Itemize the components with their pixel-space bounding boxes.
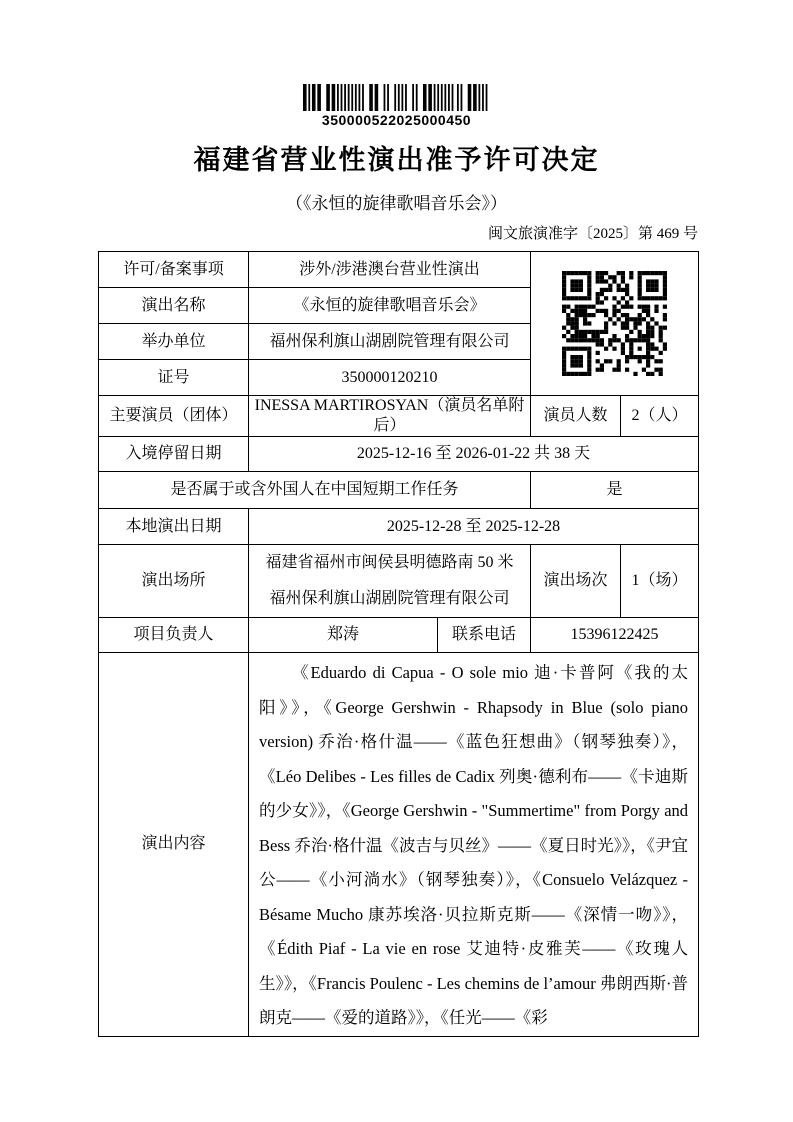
- entry-stay-dates-value: 2025-12-16 至 2026-01-22 共 38 天: [249, 437, 699, 472]
- table-row: [99, 437, 699, 472]
- venue-label: 演出场所: [99, 545, 249, 618]
- table-row: [99, 472, 699, 509]
- table-row: [99, 509, 699, 545]
- page-subtitle: （《永恒的旋律歌唱音乐会》）: [286, 194, 507, 213]
- main-performers-value: INESSA MARTIROSYAN（演员名单附后）: [249, 396, 531, 437]
- certificate-no-value: 350000120210: [249, 360, 531, 396]
- barcode-block: [303, 84, 491, 128]
- qr-code-icon: [562, 271, 667, 376]
- contact-phone-value: 15396122425: [531, 618, 699, 653]
- qr-cell: [531, 252, 699, 396]
- show-count-label: 演出场次: [531, 545, 621, 618]
- contact-phone-label: 联系电话: [438, 618, 531, 653]
- show-count-value: 1（场）: [621, 545, 699, 618]
- table-row: [99, 618, 699, 653]
- table-row: [99, 545, 699, 618]
- venue-company-line: 福州保利旗山湖剧院管理有限公司: [269, 590, 510, 607]
- project-manager-label: 项目负责人: [99, 618, 249, 653]
- venue-value: [249, 545, 531, 618]
- venue-address-line: 福建省福州市闽侯县明德路南 50 米: [265, 554, 514, 571]
- permit-table: [98, 251, 699, 1037]
- performer-count-value: 2（人）: [621, 396, 699, 437]
- local-performance-dates-value: 2025-12-28 至 2025-12-28: [249, 509, 699, 545]
- barcode-number: 350000522025000450: [321, 112, 472, 128]
- performance-content-label: 演出内容: [99, 653, 249, 1037]
- main-performers-label: 主要演员（团体）: [99, 396, 249, 437]
- license-item-value: 涉外/涉港澳台营业性演出: [249, 252, 531, 288]
- performance-name-label: 演出名称: [99, 288, 249, 324]
- certificate-no-label: 证号: [99, 360, 249, 396]
- short-term-work-label: 是否属于或含外国人在中国短期工作任务: [99, 472, 531, 509]
- table-row: [99, 252, 699, 288]
- barcode-icon: [303, 84, 491, 111]
- project-manager-value: 郑涛: [249, 618, 438, 653]
- local-performance-dates-label: 本地演出日期: [99, 509, 249, 545]
- performer-count-label: 演员人数: [531, 396, 621, 437]
- license-item-label: 许可/备案事项: [99, 252, 249, 288]
- performance-name-value: 《永恒的旋律歌唱音乐会》: [249, 288, 531, 324]
- organizer-value: 福州保利旗山湖剧院管理有限公司: [249, 324, 531, 360]
- entry-stay-dates-label: 入境停留日期: [99, 437, 249, 472]
- page-title: 福建省营业性演出准予许可决定: [193, 145, 600, 175]
- organizer-label: 举办单位: [99, 324, 249, 360]
- performance-content-value: [249, 653, 699, 1037]
- doc-number: 闽文旅演准字〔2025〕第 469 号: [487, 226, 698, 242]
- short-term-work-value: 是: [531, 472, 699, 509]
- performance-content-text: 《Eduardo di Capua - O sole mio 迪·卡普阿《我的太阳》》，《George Gershwin - Rhapsody in Blue (solo piano version) 乔治·格什温——《蓝色狂想曲》（钢琴独奏）》，《Léo Delibes - Les filles de Cadix 列奥·德利布——《卡迪斯的少女》》，《George Gershwin - "Summertime" from Porgy and Bess 乔治·格什温《波吉与贝丝》——《夏日时光》》，《尹宜公——《小河淌水》（钢琴独奏）》，《Consuelo Velázquez - Bésame Mucho 康苏埃洛·贝拉斯克斯——《深情一吻》》，《Édith Piaf - La vie en rose 艾迪特·皮雅芙——《玫瑰人生》》，《Francis Poulenc - Les chemins de l’amour 弗朗西斯·普朗克——《爱的道路》》，《任光——《彩: [259, 663, 689, 1027]
- table-row: [99, 396, 699, 437]
- table-row: [99, 653, 699, 1037]
